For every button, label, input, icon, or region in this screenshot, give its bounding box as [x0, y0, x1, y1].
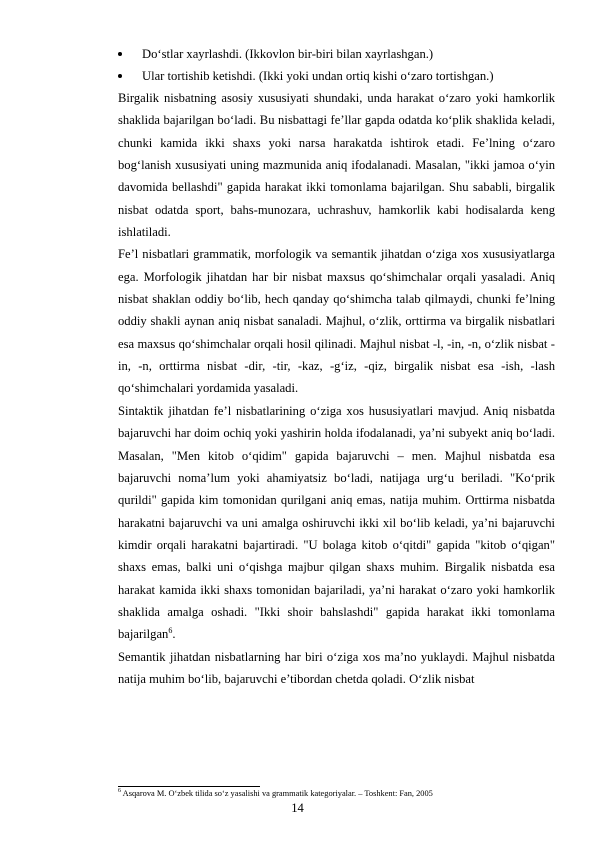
paragraph-text: Birgalik nisbatning asosiy xususiyati shundaki, unda harakat o‘zaro yoki hamkorlik shaklida bajarilgan bo‘ladi. Bu nisbattagi fe’llar gapda odatda ko‘plik shaklida keladi, chunki kamida ikki shaxs yoki narsa harakatda ishtirok etadi. Fe’lning o‘zaro bog‘lanish xususiyati uning mazmunida aniq ifodalanadi. Masalan, "ikki jamoa o‘yin davomida bellashdi" gapida harakat ikki tomonlama bajarilgan. Shu sababli, birgalik nisbat odatda sport, bahs-munozara, uchrashuv, hamkorlik kabi hodisalarda keng ishlatiladi.	[118, 91, 555, 240]
bullet-item	[118, 66, 555, 88]
page-number: 14	[291, 801, 304, 815]
footnote-text: Asqarova M. O‘zbek tilida so‘z yasalishi va grammatik kategoriyalar. – Toshkent: Fan, 2005	[122, 789, 433, 798]
paragraph-text: Semantik jihatdan nisbatlarning har biri o‘ziga xos ma’no yuklaydi. Majhul nisbatda natija muhim bo‘lib, bajaruvchi e’tibordan chetda qoladi. O‘zlik nisbat	[118, 649, 555, 686]
footnote-reference[interactable]: 6	[168, 626, 173, 636]
footnote-divider	[118, 786, 260, 787]
paragraph-text: Sintaktik jihatdan fe’l nisbatlarining o‘ziga xos hususiyatlari mavjud. Aniq nisbatda bajaruvchi har doim ochiq yoki yashirin holda ifodalanadi, ya’ni subyekt aniq bo‘ladi. Masalan, "Men kitob o‘qidim" gapida bajaruvchi – men. Majhul nisbatda esa bajaruvchi noma’lum yoki ahamiyatsiz bo‘ladi, natijaga urg‘u beriladi. "Ko‘prik qurildi" gapida kim tomonidan qurilgani aniq emas, natija muhim. Orttirma nisbatda harakatni bajaruvchi va uni amalga oshiruvchi ikki xil bo‘lib keladi, ya’ni bajaruvchi kimdir orqali harakatni bajartiradi. "U bolaga kitob o‘qitdi" gapida "kitob o‘qigan" shaxs emas, balki uni o‘qishga majbur qilgan shaxs muhim. Birgalik nisbatda esa harakat kamida ikki shaxs tomonidan bajariladi, ya’ni harakat o‘zaro yoki hamkorlik shaklida amalga oshadi. "Ikki shoir bahslashdi" gapida harakat ikki tomonlama bajarilgan	[118, 403, 555, 642]
paragraph: Sintaktik jihatdan fe’l nisbatlarining o‘ziga xos hususiyatlari mavjud. Aniq nisbatda bajaruvchi har doim ochiq yoki yashirin holda ifodalanadi, ya’ni subyekt aniq bo‘ladi. Masalan, "Men kitob o‘qidim" gapida bajaruvchi – men. Majhul nisbatda esa bajaruvchi noma’lum yoki ahamiyatsiz bo‘ladi, natijaga urg‘u beriladi. "Ko‘prik qurildi" gapida kim tomonidan qurilgani aniq emas, natija muhim. Orttirma nisbatda harakatni bajaruvchi va uni amalga oshiruvchi ikki xil bo‘lib keladi, ya’ni bajaruvchi kimdir orqali harakatni bajartiradi. "U bolaga kitob o‘qitdi" gapida "kitob o‘qigan" shaxs emas, balki uni o‘qishga majbur qilgan shaxs muhim. Birgalik nisbatda esa harakat kamida ikki shaxs tomonidan bajariladi, ya’ni harakat o‘zaro yoki hamkorlik shaklida amalga oshadi. "Ikki shoir bahslashdi" gapida harakat ikki tomonlama bajarilgan$^6$.	[118, 403, 555, 642]
example-bullet-list	[118, 44, 555, 87]
document-body	[118, 44, 555, 690]
bullet-item	[118, 44, 555, 66]
footnote-marker: 6	[118, 788, 121, 795]
footnote	[118, 789, 433, 799]
paragraph-text: Fe’l nisbatlari grammatik, morfologik va semantik jihatdan o‘ziga xos xususiyatlarga ega. Morfologik jihatdan har bir nisbat maxsus qo‘shimchalar orqali yasaladi. Aniq nisbat shaklan oddiy bo‘lib, hech qanday qo‘shimcha talab qilmaydi, chunki fe’lning oddiy shakli aynan aniq nisbat sanaladi. Majhul, o‘zlik, orttirma va birgalik nisbatlari esa maxsus qo‘shimchalar orqali hosil qilinadi. Majhul nisbat -l, -in, -n, o‘zlik nisbat -in, -n, orttirma nisbat -dir, -tir, -kaz, -g‘iz, -qiz, birgalik nisbat esa -ish, -lash qo‘shimchalari yordamida yasaladi.	[118, 247, 555, 396]
bullet-dot-icon	[118, 74, 122, 78]
paragraph	[118, 87, 555, 243]
paragraph	[118, 646, 555, 691]
bullet-text: Ular tortishib ketishdi. (Ikki yoki undan ortiq kishi o‘zaro tortishgan.)	[142, 68, 494, 83]
paragraph	[118, 243, 555, 399]
bullet-text: Do‘stlar xayrlashdi. (Ikkovlon bir-biri bilan xayrlashgan.)	[142, 47, 434, 61]
bullet-dot-icon	[118, 52, 122, 56]
